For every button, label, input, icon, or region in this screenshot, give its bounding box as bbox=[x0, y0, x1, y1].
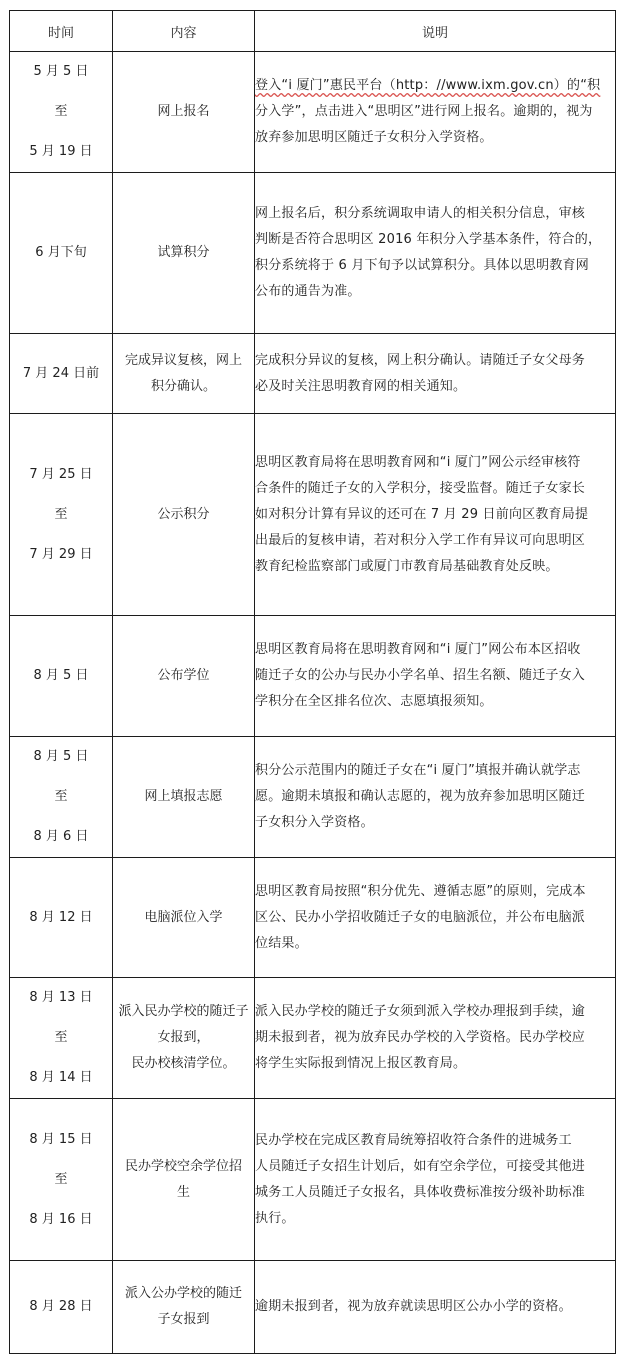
time-line: 8 月 16 日 bbox=[29, 1211, 93, 1227]
content-line: 生 bbox=[176, 1184, 190, 1200]
table-row bbox=[10, 978, 616, 1099]
description-line: 分入学”，点击进入“思明区”进行网上报名。逾期的，视为 bbox=[255, 104, 593, 119]
time-cell bbox=[10, 173, 113, 334]
description-line: 子女积分入学资格。 bbox=[255, 815, 374, 830]
time-line: 至 bbox=[54, 1030, 68, 1045]
table-row bbox=[10, 334, 616, 414]
time-line: 7 月 29 日 bbox=[29, 546, 93, 562]
description-cell bbox=[255, 173, 616, 334]
content-line: 公布学位 bbox=[157, 668, 210, 683]
description-cell bbox=[255, 334, 616, 414]
content-line: 网上报名 bbox=[157, 104, 210, 119]
description-line: 期未报到者，视为放弃民办学校的入学资格。民办学校应 bbox=[255, 1030, 586, 1045]
header-content: 内容 bbox=[113, 11, 255, 52]
description-line: 合条件的随迁子女的入学积分，接受监督。随迁子女家长 bbox=[255, 480, 586, 496]
time-line: 至 bbox=[54, 506, 68, 522]
time-line: 8 月 13 日 bbox=[29, 990, 93, 1005]
description-line: 思明区教育局将在思明教育网和“i 厦门”网公示经审核符 bbox=[255, 454, 581, 470]
description-line: 位结果。 bbox=[255, 935, 308, 951]
time-line: 5 月 19 日 bbox=[29, 144, 93, 159]
table-row bbox=[10, 616, 616, 737]
time-cell bbox=[10, 858, 113, 978]
description-line: 派入民办学校的随迁子女须到派入学校办理报到手续，逾 bbox=[255, 1004, 586, 1019]
time-cell bbox=[10, 616, 113, 737]
description-line: 随迁子女的公办与民办小学名单、招生名额、随迁子女入 bbox=[255, 668, 586, 683]
content-cell bbox=[113, 173, 255, 334]
description-line: 登入“i 厦门”惠民平台（http：//www.ixm.gov.cn）的“积 bbox=[255, 78, 601, 93]
description-line: 思明区教育局按照“积分优先、遵循志愿”的原则，完成本 bbox=[255, 883, 586, 899]
table-row bbox=[10, 858, 616, 978]
description-line: 完成积分异议的复核，网上积分确认。请随迁子女父母务 bbox=[255, 352, 586, 368]
time-line: 8 月 6 日 bbox=[33, 829, 89, 844]
table-row bbox=[10, 1261, 616, 1354]
description-cell bbox=[255, 1099, 616, 1261]
content-line: 电脑派位入学 bbox=[144, 909, 223, 925]
time-line: 8 月 28 日 bbox=[29, 1299, 93, 1314]
description-line: 民办学校在完成区教育局统筹招收符合条件的进城务工 bbox=[255, 1132, 572, 1148]
description-line: 放弃参加思明区随迁子女积分入学资格。 bbox=[255, 130, 493, 145]
header-row bbox=[10, 11, 616, 52]
time-cell bbox=[10, 1261, 113, 1354]
description-line: 积分公示范围内的随迁子女在“i 厦门”填报并确认就学志 bbox=[255, 763, 581, 778]
content-line: 公示积分 bbox=[157, 506, 210, 522]
time-line: 8 月 5 日 bbox=[33, 749, 89, 764]
header-time: 时间 bbox=[10, 11, 113, 52]
content-line: 网上填报志愿 bbox=[144, 789, 223, 804]
content-cell bbox=[113, 1261, 255, 1354]
time-line: 至 bbox=[54, 104, 68, 119]
description-cell bbox=[255, 1261, 616, 1354]
time-cell bbox=[10, 978, 113, 1099]
content-cell bbox=[113, 978, 255, 1099]
time-line: 7 月 25 日 bbox=[29, 466, 93, 482]
time-cell bbox=[10, 414, 113, 616]
content-cell bbox=[113, 616, 255, 737]
description-line: 愿。逾期未填报和确认志愿的，视为放弃参加思明区随迁 bbox=[255, 789, 586, 804]
description-line: 将学生实际报到情况上报区教育局。 bbox=[255, 1056, 467, 1071]
time-line: 6 月下旬 bbox=[35, 245, 87, 260]
schedule-table bbox=[9, 10, 616, 1354]
content-line: 女报到， bbox=[157, 1030, 210, 1045]
description-cell bbox=[255, 52, 616, 173]
description-cell bbox=[255, 737, 616, 858]
content-cell bbox=[113, 414, 255, 616]
content-line: 派入民办学校的随迁子 bbox=[118, 1004, 249, 1019]
description-cell bbox=[255, 858, 616, 978]
time-line: 8 月 12 日 bbox=[29, 909, 93, 925]
time-line: 5 月 5 日 bbox=[33, 64, 89, 79]
description-cell bbox=[255, 978, 616, 1099]
description-line: 人员随迁子女招生计划后，如有空余学位，可接受其他进 bbox=[255, 1158, 586, 1174]
content-cell bbox=[113, 858, 255, 978]
description-line: 判断是否符合思明区 2016 年积分入学基本条件，符合的， bbox=[255, 232, 602, 247]
time-line: 至 bbox=[54, 789, 68, 804]
content-line: 民办校核清学位。 bbox=[131, 1056, 236, 1071]
description-line: 出最后的复核申请，若对积分入学工作有异议可向思明区 bbox=[255, 532, 586, 548]
description-line: 学积分在全区排名位次、志愿填报须知。 bbox=[255, 694, 493, 709]
time-line: 8 月 14 日 bbox=[29, 1070, 93, 1085]
content-cell bbox=[113, 52, 255, 173]
description-line: 必及时关注思明教育网的相关通知。 bbox=[255, 378, 467, 394]
time-cell bbox=[10, 334, 113, 414]
time-line: 8 月 5 日 bbox=[33, 668, 89, 683]
time-line: 8 月 15 日 bbox=[29, 1131, 93, 1147]
header-description: 说明 bbox=[255, 11, 616, 52]
time-line: 7 月 24 日前 bbox=[22, 365, 100, 381]
table-row bbox=[10, 1099, 616, 1261]
content-line: 积分确认。 bbox=[150, 378, 216, 394]
description-line: 逾期未报到者，视为放弃就读思明区公办小学的资格。 bbox=[255, 1299, 572, 1314]
description-line: 城务工人员随迁子女报名，具体收费标准按分级补助标准 bbox=[255, 1184, 586, 1200]
content-cell bbox=[113, 1099, 255, 1261]
time-cell bbox=[10, 52, 113, 173]
time-line: 至 bbox=[54, 1171, 68, 1187]
content-line: 完成异议复核，网上 bbox=[124, 352, 242, 368]
description-cell bbox=[255, 616, 616, 737]
content-cell bbox=[113, 334, 255, 414]
description-line: 教育纪检监察部门或厦门市教育局基础教育处反映。 bbox=[255, 558, 559, 574]
content-line: 民办学校空余学位招 bbox=[124, 1158, 242, 1174]
table-row bbox=[10, 737, 616, 858]
content-line: 派入公办学校的随迁 bbox=[124, 1286, 242, 1301]
table-row bbox=[10, 414, 616, 616]
description-line: 区公、民办小学招收随迁子女的电脑派位，并公布电脑派 bbox=[255, 909, 586, 925]
content-line: 试算积分 bbox=[157, 245, 210, 260]
time-cell bbox=[10, 1099, 113, 1261]
description-line: 网上报名后，积分系统调取申请人的相关积分信息，审核 bbox=[255, 206, 586, 221]
table-row bbox=[10, 52, 616, 173]
description-line: 如对积分计算有异议的还可在 7 月 29 日前向区教育局提 bbox=[255, 506, 589, 522]
description-line: 积分系统将于 6 月下旬予以试算积分。具体以思明教育网 bbox=[255, 258, 589, 273]
description-line: 执行。 bbox=[255, 1210, 295, 1226]
description-line: 思明区教育局将在思明教育网和“i 厦门”网公布本区招收 bbox=[255, 642, 581, 657]
content-cell bbox=[113, 737, 255, 858]
description-line: 公布的通告为准。 bbox=[255, 284, 361, 299]
table-row bbox=[10, 173, 616, 334]
content-line: 子女报到 bbox=[157, 1312, 210, 1327]
description-cell bbox=[255, 414, 616, 616]
time-cell bbox=[10, 737, 113, 858]
